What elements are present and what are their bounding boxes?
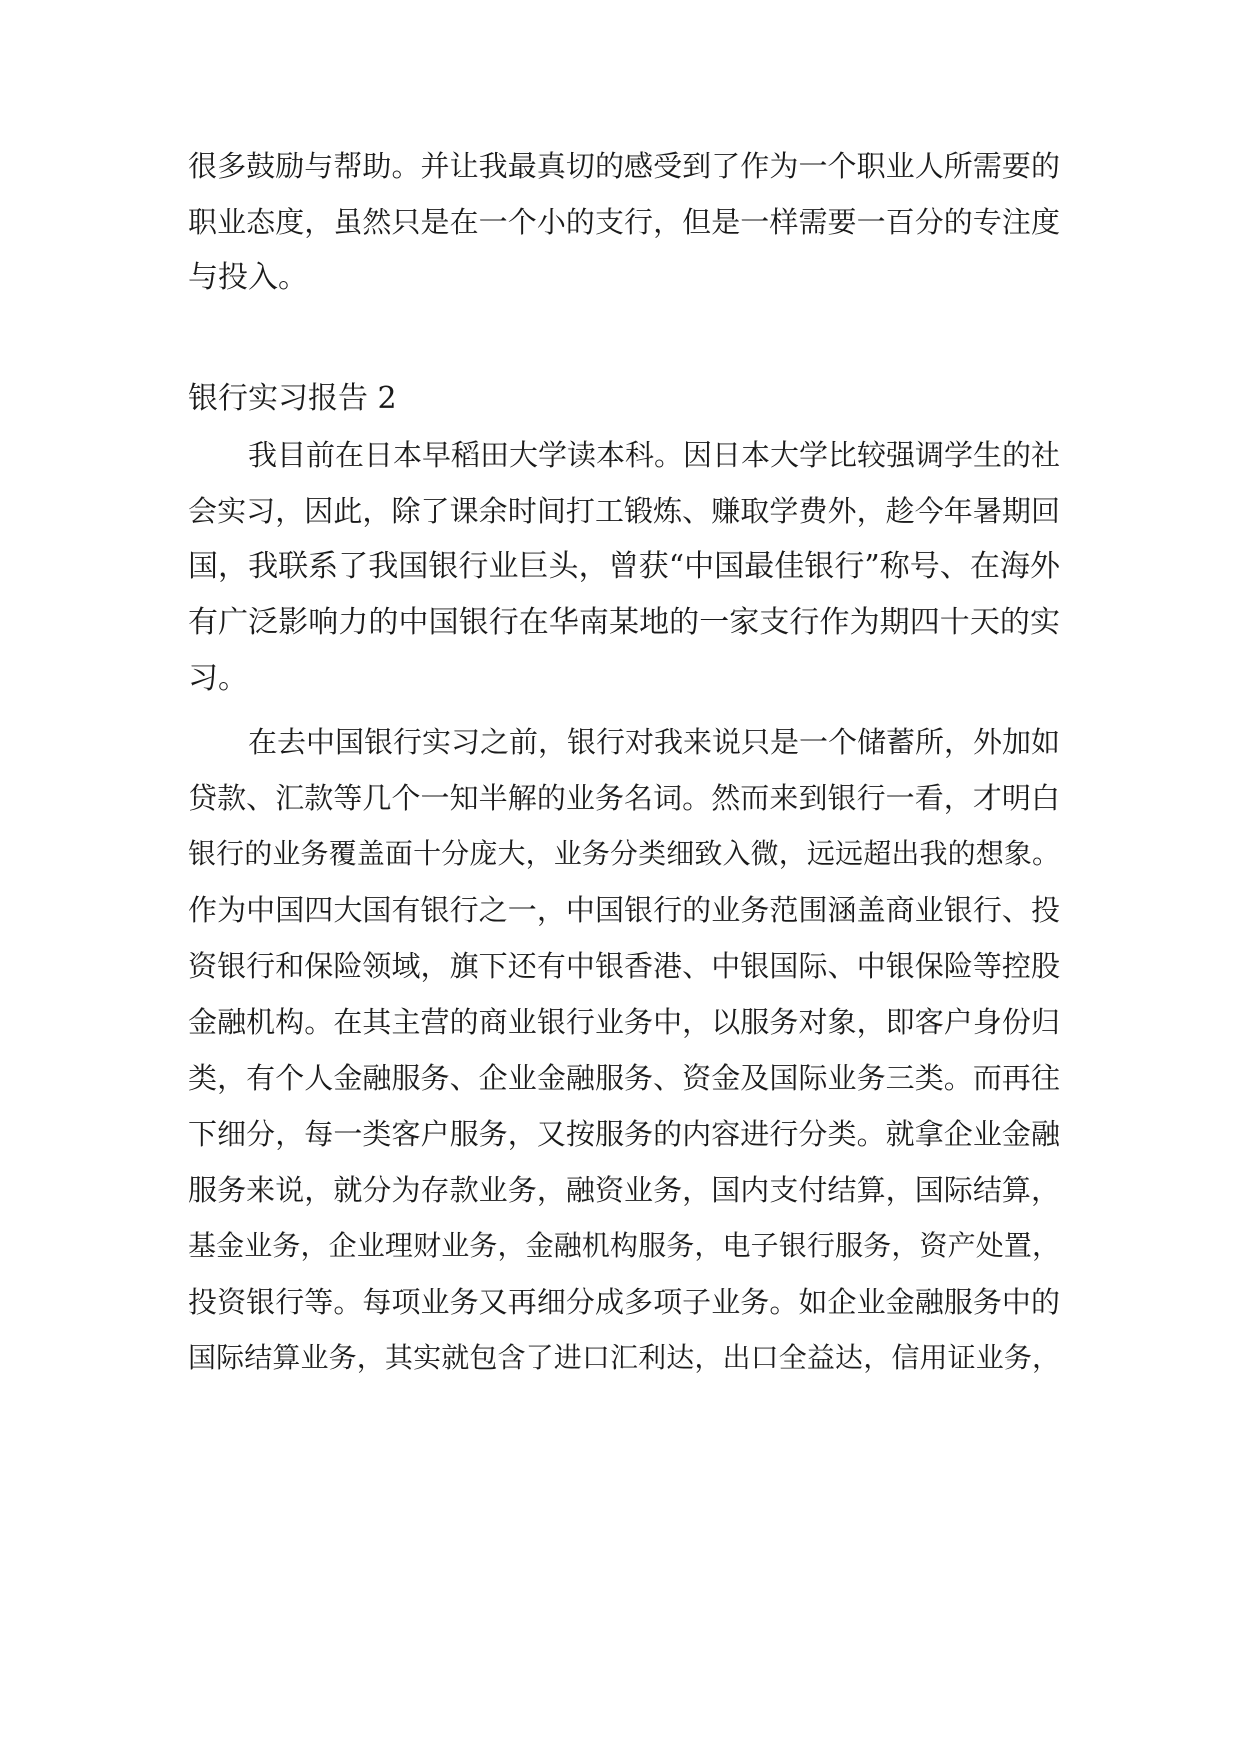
paragraph-line: 金融机构。在其主营的商业银行业务中，以服务对象，即客户身份归 bbox=[188, 1005, 1060, 1039]
paragraph-line: 国，我联系了我国银行业巨头，曾获“中国最佳银行”称号、在海外 bbox=[188, 549, 1060, 584]
paragraph-line: 类，有个人金融服务、企业金融服务、资金及国际业务三类。而再往 bbox=[188, 1061, 1060, 1095]
paragraph-line: 很多鼓励与帮助。并让我最真切的感受到了作为一个职业人所需要的 bbox=[188, 149, 1060, 183]
paragraph-line: 国际结算业务，其实就包含了进口汇利达，出口全益达，信用证业务， bbox=[188, 1341, 1060, 1374]
paragraph-line: 服务来说，就分为存款业务，融资业务，国内支付结算，国际结算， bbox=[188, 1173, 1060, 1207]
paragraph-line: 与投入。 bbox=[188, 260, 308, 295]
paragraph-line: 资银行和保险领域，旗下还有中银香港、中银国际、中银保险等控股 bbox=[188, 949, 1060, 983]
paragraph-line: 有广泛影响力的中国银行在华南某地的一家支行作为期四十天的实 bbox=[188, 605, 1060, 640]
paragraph-line: 基金业务，企业理财业务，金融机构服务，电子银行服务，资产处置， bbox=[188, 1229, 1060, 1262]
paragraph-line: 会实习，因此，除了课余时间打工锻炼、赚取学费外，趁今年暑期回 bbox=[188, 494, 1060, 528]
paragraph-line: 习。 bbox=[188, 661, 248, 696]
paragraph-line: 下细分，每一类客户服务，又按服务的内容进行分类。就拿企业金融 bbox=[188, 1117, 1060, 1151]
paragraph-line: 在去中国银行实习之前，银行对我来说只是一个储蓄所，外加如 bbox=[248, 725, 1061, 759]
paragraph-line: 贷款、汇款等几个一知半解的业务名词。然而来到银行一看，才明白 bbox=[188, 781, 1060, 815]
paragraph-line: 银行的业务覆盖面十分庞大，业务分类细致入微，远远超出我的想象。 bbox=[188, 837, 1060, 870]
paragraph-line: 投资银行等。每项业务又再细分成多项子业务。如企业金融服务中的 bbox=[188, 1285, 1060, 1319]
section-title: 银行实习报告 2 bbox=[188, 381, 397, 416]
paragraph-line: 我目前在日本早稻田大学读本科。因日本大学比较强调学生的社 bbox=[248, 438, 1061, 472]
paragraph-line: 职业态度，虽然只是在一个小的支行，但是一样需要一百分的专注度 bbox=[188, 205, 1060, 239]
paragraph-line: 作为中国四大国有银行之一，中国银行的业务范围涵盖商业银行、投 bbox=[188, 893, 1060, 927]
